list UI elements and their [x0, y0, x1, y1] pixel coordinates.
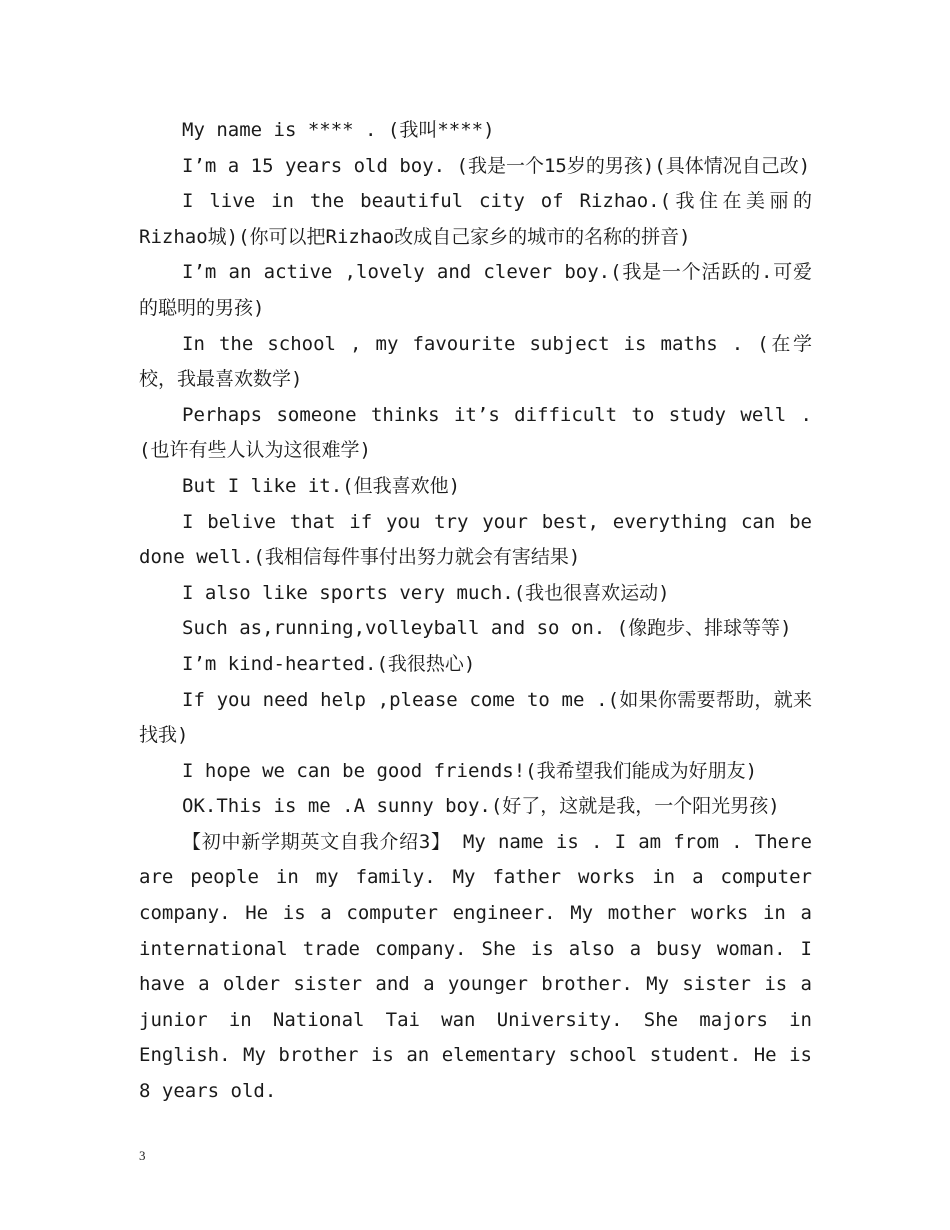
paragraph-personality: I’m an active ,lovely and clever boy.(我是一个活跃的.可爱的聪明的男孩): [139, 261, 812, 319]
paragraph-friends: I hope we can be good friends!(我希望我们能成为好朋友): [182, 759, 758, 782]
paragraph-name: My name is **** . (我叫****): [182, 119, 495, 141]
paragraph-sports-examples: Such as,running,volleyball and so on. (像跑步、排球等等): [182, 617, 792, 640]
paragraph-favourite-subject: In the school , my favourite subject is maths . (在学校，我最喜欢数学): [139, 332, 812, 391]
paragraph-sunny-boy: OK.This is me .A sunny boy.(好了，这就是我，一个阳光男孩): [182, 795, 780, 818]
paragraph-age: I’m a 15 years old boy. (我是一个15岁的男孩)(具体情况自己改): [182, 154, 811, 177]
paragraph-city: I live in the beautiful city of Rizhao.(我住在美丽的Rizhao城)(你可以把Rizhao改成自己家乡的城市的名称的拼音): [139, 190, 812, 248]
document-body: [139, 113, 812, 1110]
paragraph-kind-hearted: I’m kind-hearted.(我很热心): [182, 652, 476, 675]
paragraph-self-intro-3: 【初中新学期英文自我介绍3】 My name is . I am from . There are people in my family. My father works in a computer company. He is a computer engineer. My mother works in a international trade company. She is also a busy woman. I have a older sister and a younger brother. My sister is a junior in National Tai wan University. She majors in English. My brother is an elementary school student. He is 8 years old.: [139, 830, 812, 1103]
page-number: 3: [139, 1148, 146, 1163]
paragraph-like-it: But I like it.(但我喜欢他): [182, 474, 461, 497]
paragraph-difficult: Perhaps someone thinks it’s difficult to study well .(也许有些人认为这很难学): [139, 403, 812, 462]
paragraph-sports: I also like sports very much.(我也很喜欢运动): [182, 581, 670, 604]
paragraph-help: If you need help ,please come to me .(如果你需要帮助，就来找我): [139, 688, 812, 747]
paragraph-belief: I belive that if you try your best, everything can be done well.(我相信每件事付出努力就会有害结果): [139, 510, 812, 569]
